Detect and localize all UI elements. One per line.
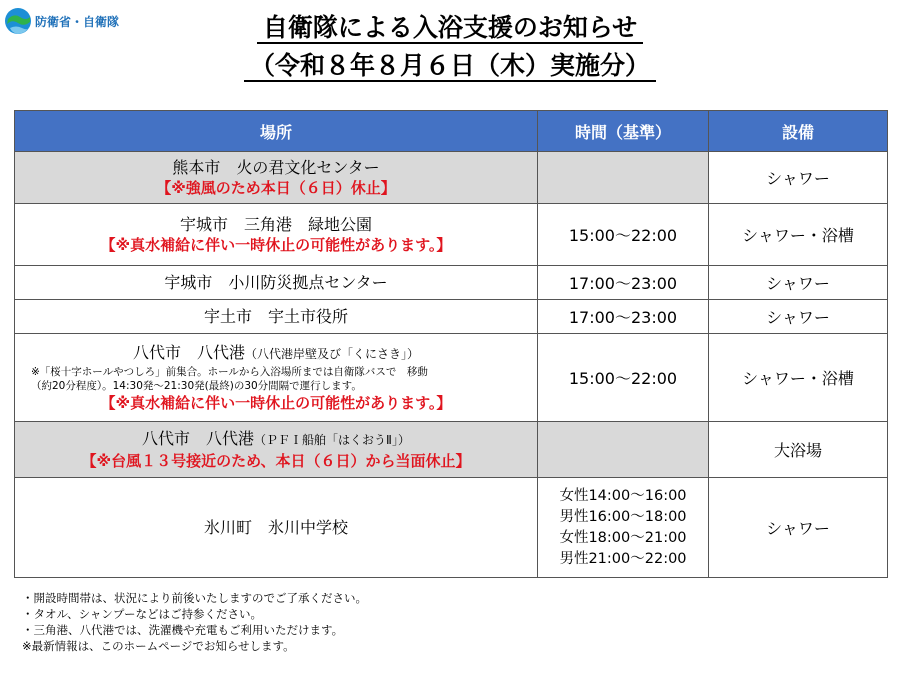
- table-row: [15, 266, 888, 300]
- time-slot: 男性21:00～22:00: [559, 550, 687, 567]
- place-cell: [15, 152, 538, 204]
- logo-text: 防衛省・自衛隊: [35, 14, 120, 29]
- time-cell: 17:00～23:00: [538, 300, 709, 334]
- place-name: 八代市 八代港（ＰＦＩ船舶「はくおうⅡ」）: [142, 429, 410, 448]
- time-cell: [538, 478, 709, 578]
- place-name: 氷川町 氷川中学校: [15, 478, 538, 578]
- place-name: 宇城市 三角港 緑地公園: [179, 215, 372, 234]
- equipment-cell: シャワー・浴槽: [709, 334, 888, 422]
- place-name: 宇土市 宇土市役所: [15, 300, 538, 334]
- table-row: [15, 152, 888, 204]
- detail-text: ※「桜十字ホールやつしろ」前集合。ホールから入浴場所までは自衛隊バスで 移動: [31, 366, 428, 378]
- status-note: 【※真水補給に伴い一時休止の可能性があります。】: [100, 394, 452, 412]
- equipment-cell: シャワー: [709, 152, 888, 204]
- page-title: 自衛隊による入浴支援のお知らせ: [0, 12, 900, 44]
- equipment-cell: 大浴場: [709, 422, 888, 478]
- time-cell: 17:00～23:00: [538, 266, 709, 300]
- status-note: 【※強風のため本日（６日）休止】: [156, 179, 396, 197]
- time-slot: 女性18:00～21:00: [559, 529, 687, 546]
- time-slot: 男性16:00～18:00: [559, 508, 687, 525]
- table-row: [15, 204, 888, 266]
- equipment-cell: シャワー: [709, 300, 888, 334]
- footnote: ・三角港、八代港では、洗濯機や充電もご利用いただけます。: [22, 623, 344, 637]
- place-sub: （ＰＦＩ船舶「はくおうⅡ」）: [254, 433, 410, 447]
- place-name: 熊本市 火の君文化センター: [172, 158, 380, 177]
- place-name: 八代市 八代港（八代港岸壁及び「くにさき」）: [132, 343, 420, 362]
- time-cell: 15:00～22:00: [538, 334, 709, 422]
- footnotes: [22, 590, 367, 654]
- time-cell: [538, 152, 709, 204]
- place-name: 宇城市 小川防災拠点センター: [15, 266, 538, 300]
- detail-text: （約20分程度）。14:30発～21:30発(最終)の30分間隔で運行します。: [31, 380, 362, 392]
- status-note: 【※真水補給に伴い一時休止の可能性があります。】: [100, 236, 452, 254]
- place-sub: （八代港岸壁及び「くにさき」）: [245, 347, 420, 361]
- place-cell: [15, 334, 538, 422]
- page-subtitle: （令和８年８月６日（木）実施分）: [0, 50, 900, 82]
- status-note: 【※台風１３号接近のため、本日（６日）から当面休止】: [81, 452, 471, 470]
- place-cell: [15, 422, 538, 478]
- footnote: ・開設時間帯は、状況により前後いたしますのでご了承ください。: [22, 591, 367, 605]
- table-row: [15, 334, 888, 422]
- table-header-row: [15, 111, 888, 152]
- time-cell: [538, 422, 709, 478]
- time-cell: 15:00～22:00: [538, 204, 709, 266]
- header-time: 時間（基準）: [538, 111, 709, 152]
- time-slot: 女性14:00～16:00: [559, 487, 687, 504]
- equipment-cell: シャワー: [709, 478, 888, 578]
- table-row: [15, 300, 888, 334]
- bath-support-table: [14, 110, 888, 578]
- footnote: ・タオル、シャンプーなどはご持参ください。: [22, 607, 263, 621]
- header-equipment: 設備: [709, 111, 888, 152]
- table-row: [15, 478, 888, 578]
- place-cell: [15, 204, 538, 266]
- footnote: ※最新情報は、このホームページでお知らせします。: [22, 639, 295, 653]
- equipment-cell: シャワー: [709, 266, 888, 300]
- header-place: 場所: [15, 111, 538, 152]
- equipment-cell: シャワー・浴槽: [709, 204, 888, 266]
- table-row: [15, 422, 888, 478]
